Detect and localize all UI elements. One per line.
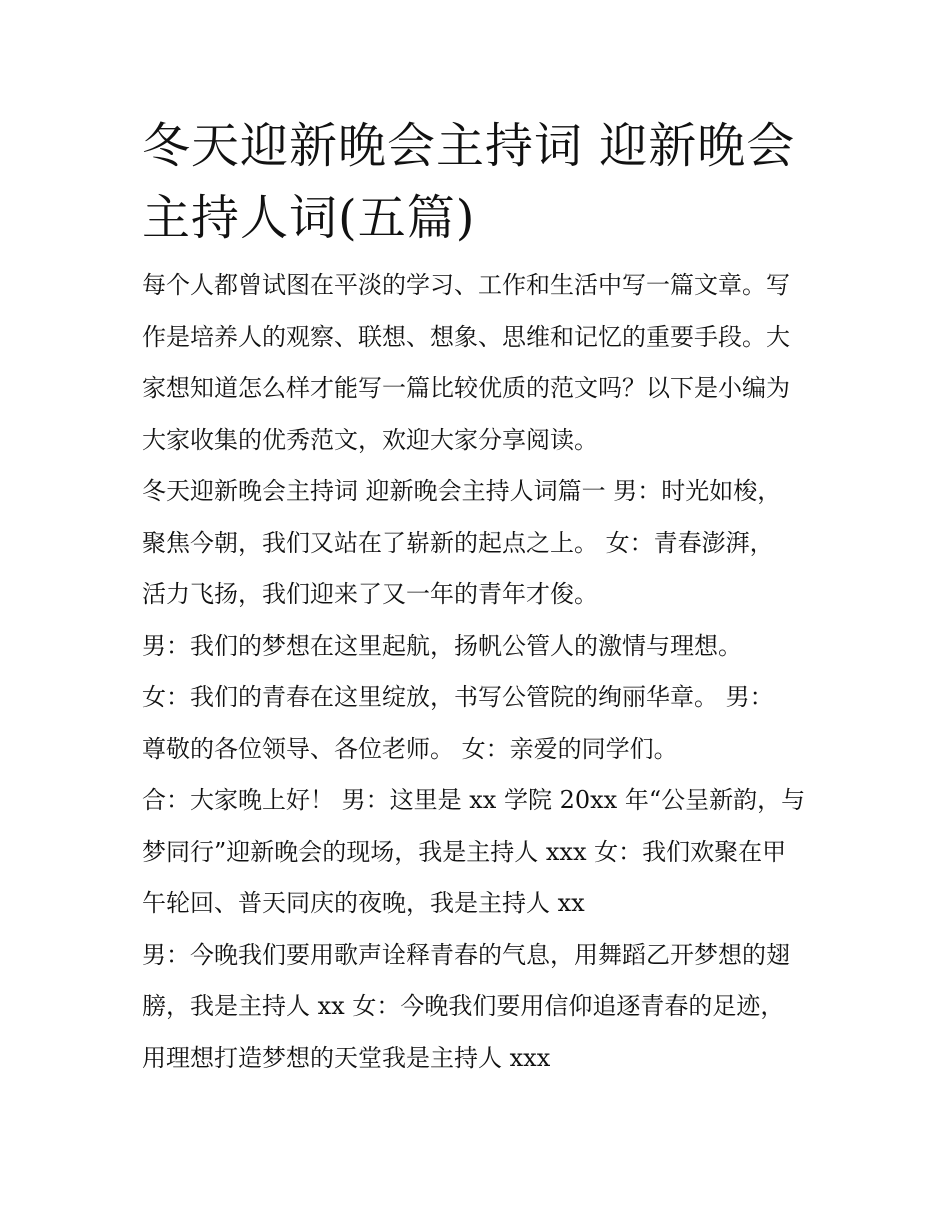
text-line: 作是培养人的观察、联想、想象、思维和记忆的重要手段。大 (142, 322, 790, 351)
text-line: 膀，我是主持人 xx 女：今晚我们要用信仰追逐青春的足迹， (142, 992, 785, 1020)
text-line: 梦同行”迎新晚会的现场，我是主持人 xxx 女：我们欢聚在甲 (142, 837, 787, 866)
document-page (142, 110, 814, 1084)
text-line: 每个人都曾试图在平淡的学习、工作和生活中写一篇文章。写 (142, 271, 790, 299)
text-line: 聚焦今朝，我们又站在了崭新的起点之上。 女：青春澎湃， (142, 528, 774, 557)
text-line: 午轮回、普天同庆的夜晚，我是主持人 xx (142, 889, 585, 917)
text-line: 男：我们的梦想在这里起航，扬帆公管人的激情与理想。 (142, 631, 742, 660)
text-line: 男：今晚我们要用歌声诠释青春的气息，用舞蹈乙开梦想的翅 (142, 940, 790, 969)
title-line: 冬天迎新晚会主持词 迎新晚会 (142, 118, 796, 174)
text-line: 女：我们的青春在这里绽放，书写公管院的绚丽华章。 男： (142, 683, 774, 711)
text-line: 家想知道怎么样才能写一篇比较优质的范文吗？以下是小编为 (142, 374, 790, 402)
text-line: 用理想打造梦想的天堂我是主持人 xxx (142, 1043, 551, 1072)
text-line: 尊敬的各位领导、各位老师。 女：亲爱的同学们。 (142, 734, 678, 763)
title-line: 主持人词(五篇) (142, 190, 476, 246)
document-body (142, 260, 814, 1084)
text-line: 活力飞扬，我们迎来了又一年的青年才俊。 (142, 580, 598, 608)
text-line: 大家收集的优秀范文，欢迎大家分享阅读。 (142, 425, 598, 454)
text-line: 冬天迎新晚会主持词 迎新晚会主持人词篇一 男：时光如梭， (142, 477, 782, 505)
text-line: 合：大家晚上好！ 男：这里是 xx 学院 20xx 年“公呈新韵，与 (142, 786, 806, 814)
document-title (142, 110, 814, 254)
